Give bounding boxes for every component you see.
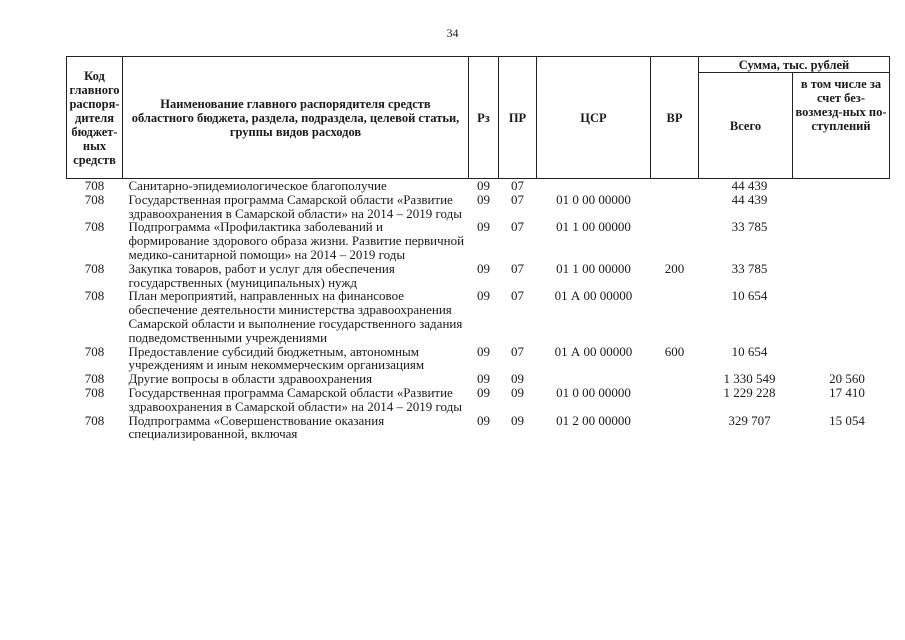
table-row	[67, 386, 890, 414]
cell-code: 708	[84, 384, 105, 400]
cell-vr	[651, 289, 699, 344]
cell-rz: 09	[477, 343, 490, 359]
table-row	[67, 372, 890, 386]
cell-free	[793, 345, 890, 373]
cell-code: 708	[84, 191, 105, 207]
cell-free: 17 410	[829, 384, 865, 400]
cell-free	[793, 193, 890, 221]
cell-name: Санитарно-эпидемиологическое благополучие	[128, 178, 387, 193]
table-row	[67, 262, 890, 290]
cell-code: 708	[84, 178, 105, 193]
cell-csr	[537, 179, 651, 193]
cell-rz: 09	[477, 412, 490, 428]
cell-name: Закупка товаров, работ и услуг для обеспечения государственных (муниципальных) нужд	[128, 260, 395, 290]
cell-rz: 09	[477, 178, 490, 193]
cell-rz: 09	[477, 371, 490, 387]
cell-csr: 01 1 00 00000	[556, 219, 631, 235]
page-number: 34	[446, 26, 459, 40]
cell-rz: 09	[477, 191, 490, 207]
cell-pr: 07	[511, 178, 524, 193]
cell-name: Предоставление субсидий бюджетным, автономным учреждениям и иным некоммерческим организациям	[128, 343, 425, 373]
cell-total: 33 785	[731, 219, 768, 235]
cell-vr	[651, 179, 699, 193]
cell-rz: 09	[477, 219, 490, 235]
cell-total: 33 785	[731, 260, 768, 276]
cell-free	[793, 179, 890, 193]
cell-code: 708	[84, 412, 105, 428]
cell-vr	[651, 220, 699, 261]
cell-vr: 200	[664, 260, 685, 276]
header-rz: Рз	[469, 57, 499, 179]
cell-pr: 09	[511, 371, 524, 387]
cell-free	[793, 262, 890, 290]
cell-total: 10 654	[731, 343, 768, 359]
table-body	[67, 179, 890, 442]
cell-free	[793, 220, 890, 261]
budget-table	[66, 56, 890, 441]
cell-name: Государственная программа Самарской области «Развитие здравоохранения в Самарской области» на 2014 – 2019 годы	[128, 191, 462, 221]
header-sum: Сумма, тыс. рублей	[699, 57, 890, 73]
cell-csr: 01 1 00 00000	[556, 260, 631, 276]
cell-vr	[651, 386, 699, 414]
cell-total: 10 654	[731, 288, 768, 304]
cell-total: 1 330 549	[723, 371, 776, 387]
cell-vr: 600	[664, 343, 685, 359]
cell-free: 15 054	[829, 412, 865, 428]
header-csr: ЦСР	[537, 57, 651, 179]
header-code: Код главного распоря-дителя бюджет-ных средств	[67, 57, 123, 179]
cell-pr: 07	[511, 343, 524, 359]
cell-name: Другие вопросы в области здравоохранения	[128, 371, 373, 387]
cell-rz: 09	[477, 260, 490, 276]
cell-free	[793, 289, 890, 344]
table-row	[67, 179, 890, 193]
cell-free: 20 560	[829, 371, 865, 387]
cell-name: План мероприятий, направленных на финансовое обеспечение деятельности министерства здравоохранения Самарской области и выполнение государственного задания подведомственными учреждениями	[128, 288, 463, 345]
cell-csr: 01 0 00 00000	[556, 191, 631, 207]
table-row	[67, 345, 890, 373]
cell-vr	[651, 372, 699, 386]
table-header	[67, 57, 890, 179]
cell-name: Подпрограмма «Совершенствование оказания специализированной, включая	[128, 412, 385, 442]
cell-total: 329 707	[728, 412, 771, 428]
cell-code: 708	[84, 371, 105, 387]
cell-pr: 07	[511, 219, 524, 235]
cell-pr: 09	[511, 384, 524, 400]
header-pr: ПР	[499, 57, 537, 179]
cell-csr: 01 А 00 00000	[554, 288, 633, 304]
cell-total: 1 229 228	[723, 384, 776, 400]
cell-name: Подпрограмма «Профилактика заболеваний и формирование здорового образа жизни. Развитие первичной медико-санитарной помощи» на 2014 – 2019 годы	[128, 219, 465, 262]
cell-rz: 09	[477, 384, 490, 400]
cell-csr	[537, 372, 651, 386]
cell-vr	[651, 414, 699, 442]
header-vr: ВР	[651, 57, 699, 179]
table-row	[67, 289, 890, 344]
cell-total: 44 439	[731, 178, 768, 193]
cell-csr: 01 0 00 00000	[556, 384, 631, 400]
cell-total: 44 439	[731, 191, 768, 207]
cell-pr: 07	[511, 288, 524, 304]
cell-pr: 07	[511, 260, 524, 276]
cell-vr	[651, 193, 699, 221]
cell-code: 708	[84, 260, 105, 276]
cell-code: 708	[84, 288, 105, 304]
header-free: в том числе за счет без-возмезд-ных по-ступлений	[793, 73, 890, 179]
cell-code: 708	[84, 219, 105, 235]
table-row	[67, 414, 890, 442]
cell-code: 708	[84, 343, 105, 359]
cell-pr: 09	[511, 412, 524, 428]
cell-rz: 09	[477, 288, 490, 304]
header-name: Наименование главного распорядителя средств областного бюджета, раздела, подраздела, целевой статьи, группы видов расходов	[123, 57, 469, 179]
cell-csr: 01 А 00 00000	[554, 343, 633, 359]
table-row	[67, 193, 890, 221]
header-total: Всего	[699, 73, 793, 179]
cell-csr: 01 2 00 00000	[556, 412, 631, 428]
table-row	[67, 220, 890, 261]
cell-pr: 07	[511, 191, 524, 207]
cell-name: Государственная программа Самарской области «Развитие здравоохранения в Самарской области» на 2014 – 2019 годы	[128, 384, 462, 414]
